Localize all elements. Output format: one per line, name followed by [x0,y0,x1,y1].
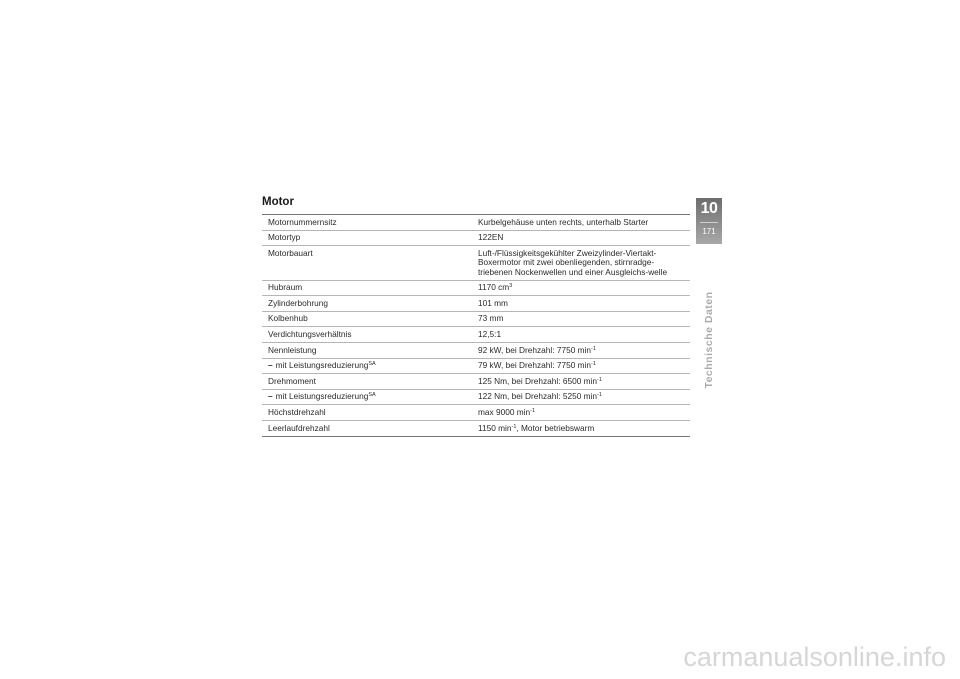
dash-bullet: – [268,360,273,371]
chapter-number: 10 [700,200,718,217]
spec-label: Höchstdrehzahl [268,406,326,417]
table-row [262,230,690,246]
spec-value: 12,5:1 [478,328,502,339]
spec-value: 1150 $\min^{-1}$, Motor betriebswarm [478,422,595,433]
spec-label: – mit Leistungsreduzierung$^{SA}$ [268,391,376,402]
spec-label: Nennleistung [268,344,317,355]
table-row [262,280,690,296]
table-row [262,374,690,390]
dash-bullet: – [268,391,273,402]
spec-table [262,214,690,437]
spec-label: – mit Leistungsreduzierung$^{SA}$ [268,360,376,371]
spec-value: Luft-/Flüssigkeitsgekühlter Zweizylinder-Viertakt-Boxermotor mit zwei obenliegenden, stirnradge-triebenen Nockenwellen und einer Ausgleichs-welle [478,247,668,277]
spec-label: Motortyp [268,232,301,243]
spec-value: 125 Nm, bei Drehzahl: 6500 $\min^{-1}$ [478,375,602,386]
spec-label: Drehmoment [268,375,316,386]
spec-label: Kolbenhub [268,313,308,324]
spec-value: 122 Nm, bei Drehzahl: 5250 $\min^{-1}$ [478,391,602,402]
spec-label: Zylinderbohrung [268,297,328,308]
section-title: Motor [262,196,294,208]
table-row [262,311,690,327]
table-row [262,342,690,358]
spec-value: 101 mm [478,297,508,308]
tab-divider [700,222,718,223]
table-row [262,296,690,312]
spec-value: max 9000 $\min^{-1}$ [478,406,536,417]
spec-value: 1170 $cm^3$ [478,282,513,293]
spec-label: Motornummernsitz [268,216,337,227]
watermark: carmanualsonline.info [683,642,946,672]
table-row [262,246,690,280]
table-row [262,215,690,231]
spec-value: 122EN [478,232,504,243]
spec-label: Hubraum [268,282,303,293]
table-row [262,358,690,374]
spec-value: 73 mm [478,313,504,324]
spec-value: Kurbelgehäuse unten rechts, unterhalb Starter [478,216,649,227]
page-number: 171 [702,227,716,236]
spec-label: Verdichtungsverhältnis [268,328,352,339]
table-row [262,389,690,405]
table-row [262,420,690,436]
table-row [262,405,690,421]
spec-value: 92 kW, bei Drehzahl: 7750 $\min^{-1}$ [478,344,596,355]
chapter-title: Technische Daten [703,291,715,389]
spec-label: Leerlaufdrehzahl [268,422,330,433]
table-row [262,327,690,343]
spec-label: Motorbauart [268,247,313,258]
spec-value: 79 kW, bei Drehzahl: 7750 $\min^{-1}$ [478,360,596,371]
